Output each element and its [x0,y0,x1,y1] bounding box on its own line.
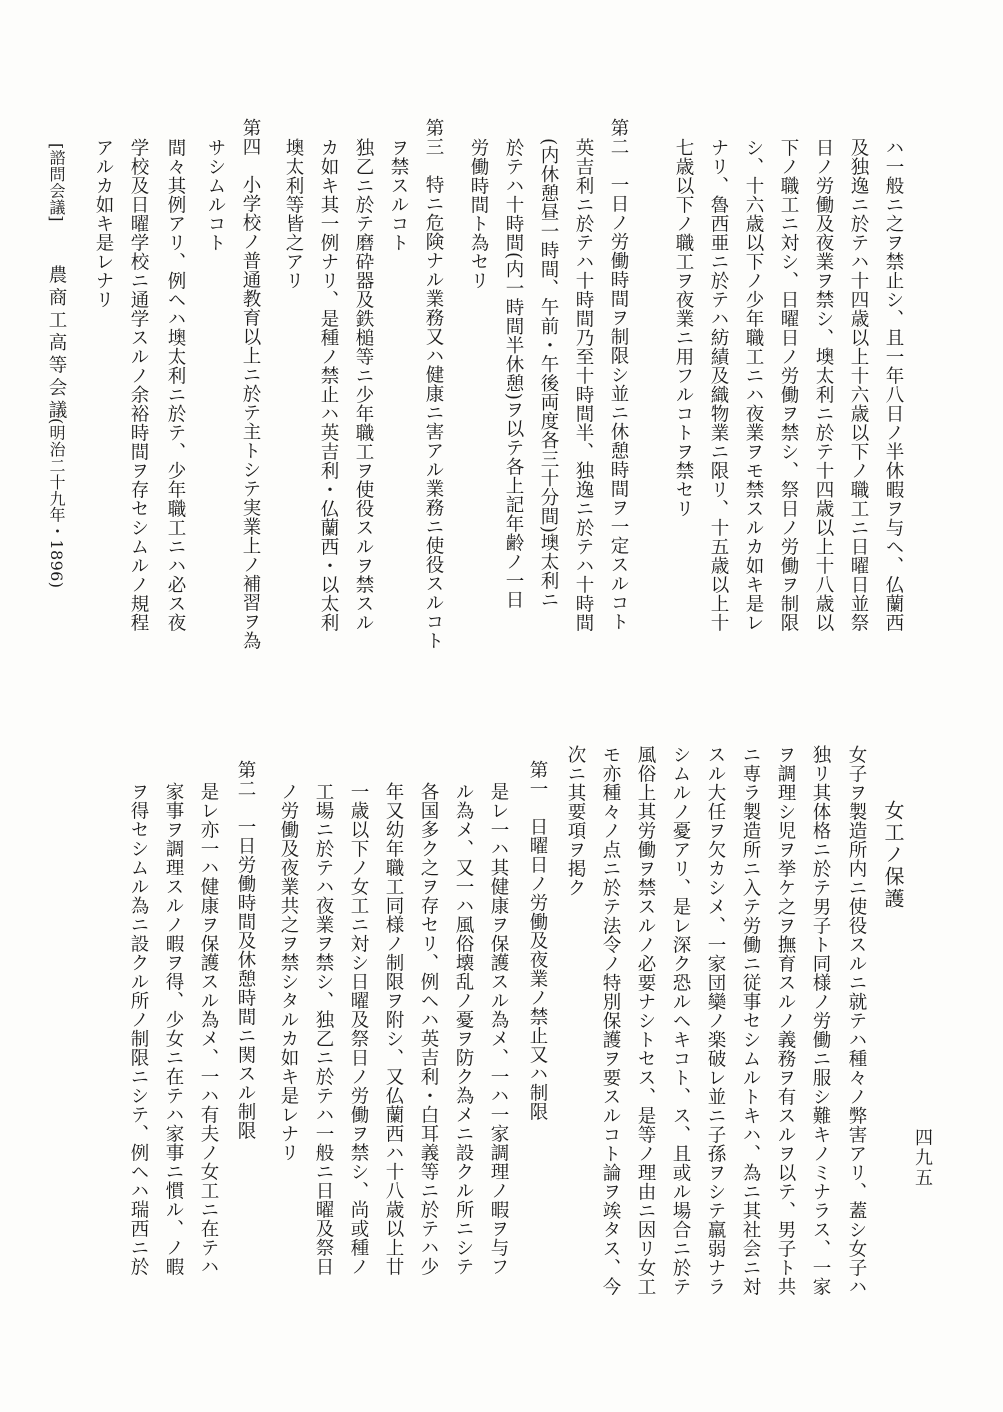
lower-col-17: ノ労働及夜業共之ヲ禁シタルカ如キ是レナリ [278,782,299,1162]
lower-col-21: ヲ得セシムル為ニ設クル所ノ制限ニシテ、例ヘハ瑞西ニ於 [128,782,149,1276]
lower-col-15: 一歳以下ノ女工ニ対シ日曜及祭日ノ労働ヲ禁シ、尚或種ノ [348,782,369,1276]
upper-col-2: 及独逸ニ於テハ十四歳以上十六歳以下ノ職工ニ日曜日並祭 [848,138,869,632]
upper-col-10: (内休憩昼一時間、午前・午後両度各三十分間)墺太利ニ [538,138,559,610]
upper-heading-4: 第四 小学校ノ普通教育以上ニ於テ主トシテ実業上ノ補習ヲ為 [240,118,261,650]
upper-col-12: 労働時間ト為セリ [468,138,489,290]
lower-col-3: ヲ調理シ児ヲ挙ケ之ヲ撫育スルノ義務ヲ有スルヲ以テ、男子ト共 [775,745,796,1296]
lower-col-9: 次ニ其要項ヲ掲ク [565,745,586,897]
upper-col-15: 独乙ニ於テ磨砕器及鉄槌等ニ少年職工ヲ使役スルヲ禁スル [353,138,374,632]
lower-col-7: 風俗上其労働ヲ禁スルノ必要ナシトセス、是等ノ理由ニ因リ女工 [635,745,656,1296]
lower-heading-2: 第二 一日労働時間及休憩時間ニ関スル制限 [235,760,256,1140]
lower-col-14: 年又幼年職工同様ノ制限ヲ附シ、又仏蘭西ハ十八歳以上廿 [383,782,404,1276]
lower-col-5: スル大任ヲ欠カシメ、一家団欒ノ楽破レ並ニ子孫ヲシテ羸弱ナラ [705,745,726,1296]
lower-heading-1: 第一 日曜日ノ労働及夜業ノ禁止又ハ制限 [527,760,548,1121]
lower-col-19: 是レ亦一ハ健康ヲ保護スル為メ、一ハ有夫ノ女工ニ在テハ [198,782,219,1276]
lower-col-8: モ亦種々ノ点ニ於テ法令ノ特別保護ヲ要スルコト論ヲ竢タス、今 [600,745,621,1296]
upper-col-16: カ如キ其一例ナリ、是種ノ禁止ハ英吉利・仏蘭西・以太利 [318,138,339,632]
upper-col-11: 於テハ十時間(内一時間半休憩)ヲ以テ各上記年齢ノ一日 [503,138,524,610]
upper-col-5: シ、十六歳以下ノ少年職工ニハ夜業ヲモ禁スルカ如キ是レ [743,138,764,632]
upper-col-3: 日ノ労働及夜業ヲ禁シ、墺太利ニ於テ十四歳以上十八歳以 [813,138,834,632]
lower-col-16: 工場ニ於テハ夜業ヲ禁シ、独乙ニ於テハ一般ニ日曜及祭日 [313,782,334,1276]
lower-col-20: 家事ヲ調理スルノ暇ヲ得、少女ニ在テハ家事ニ慣ル、ノ暇 [163,782,184,1276]
page-number: 四九五 [912,1128,933,1188]
lower-col-2: 独リ其体格ニ於テ男子ト同様ノ労働ニ服シ難キノミナラス、一家 [810,745,831,1296]
upper-col-1: ハ一般ニ之ヲ禁止シ、且一年八日ノ半休暇ヲ与ヘ、仏蘭西 [883,138,904,632]
upper-heading-3: 第三 特ニ危険ナル業務又ハ健康ニ害アル業務ニ使役スルコト [423,118,444,650]
source-body: 農商工高等会議 [46,265,67,423]
lower-col-11: 是レ一ハ其健康ヲ保護スル為メ、一ハ一家調理ノ暇ヲ与フ [488,782,509,1276]
source-label: [諮問会議] [47,143,66,222]
lower-col-13: 各国多ク之ヲ存セリ、例ヘハ英吉利・白耳義等ニ於テハ少 [418,782,439,1276]
upper-col-22: アルカ如キ是レナリ [93,138,114,309]
section-heading: 女工ノ保護 [881,800,905,910]
lower-col-12: ル為メ、又一ハ風俗壊乱ノ憂ヲ防ク為メニ設クル所ニシテ [453,782,474,1276]
upper-col-14: ヲ禁スルコト [388,138,409,252]
upper-col-20: 間々其例アリ、例ヘハ墺太利ニ於テ、少年職工ニハ必ス夜 [165,138,186,632]
upper-col-6: ナリ、魯西亜ニ於テハ紡績及織物業ニ限リ、十五歳以上十 [708,138,729,632]
upper-heading-2: 第二 一日ノ労働時間ヲ制限シ並ニ休憩時間ヲ一定スルコト [608,118,629,631]
upper-col-7: 七歳以下ノ職工ヲ夜業ニ用フルコトヲ禁セリ [673,138,694,518]
lower-col-4: ニ専ラ製造所ニ入テ労働ニ従事セシムルトキハ、為ニ其社会ニ対 [740,745,761,1296]
source-date: (明治二十九年・1896) [47,418,66,589]
lower-col-6: シムルノ憂アリ、是レ深ク恐ルヘキコト、ス、且或ル場合ニ於テ [670,745,691,1296]
upper-col-21: 学校及日曜学校ニ通学スルノ余裕時間ヲ存セシムルノ規程 [128,138,149,632]
upper-col-9: 英吉利ニ於テハ十時間乃至十時間半、独逸ニ於テハ十時間 [573,138,594,632]
upper-col-4: 下ノ職工ニ対シ、日曜日ノ労働ヲ禁シ、祭日ノ労働ヲ制限 [778,138,799,632]
upper-col-19: サシムルコト [205,138,226,252]
lower-col-1: 女子ヲ製造所内ニ使役スルニ就テハ種々ノ弊害アリ、蓋シ女子ハ [846,745,867,1296]
upper-col-17: 墺太利等皆之アリ [283,138,304,290]
